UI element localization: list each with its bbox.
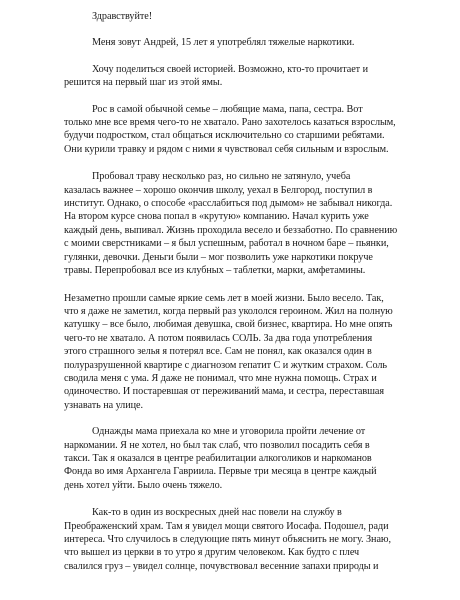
paragraph-line: травы. Перепробовал все из клубных – таблетки, марки, амфетамины. bbox=[64, 265, 366, 277]
paragraph-line: наркомании. Я не хотел, но был так слаб, что позволил посадить себя в bbox=[64, 439, 370, 451]
paragraph-2 bbox=[64, 63, 450, 90]
paragraph-6 bbox=[64, 425, 450, 492]
paragraph-line: институт. Однако, о способе «расслабиться под дымом» не забывал никогда. bbox=[64, 198, 393, 210]
paragraph-line: такси. Так я оказался в центре реабилитации алкоголиков и наркоманов bbox=[64, 452, 372, 464]
paragraph-line: Однажды мама приехала ко мне и уговорила пройти лечение от bbox=[92, 426, 366, 438]
greeting bbox=[64, 10, 450, 23]
paragraph-line: будучи подростком, стал общаться исключительно со старшими ребятами. bbox=[64, 130, 385, 142]
paragraph-line: с моими сверстниками – я был успешным, работал в ночном баре – пьянки, bbox=[64, 238, 389, 250]
paragraph-line: только мне все время чего-то не хватало. Рано захотелось казаться взрослым, bbox=[64, 117, 396, 129]
paragraph-4 bbox=[64, 170, 450, 277]
paragraph-line: каждый день, выпивал. Жизнь проходила весело и беззаботно. По сравнению bbox=[64, 224, 398, 236]
paragraph-line: Как-то в один из воскресных дней нас повели на службу в bbox=[92, 507, 342, 519]
paragraph-line: гулянки, девочки. Деньги были – мог позволить уже наркотики покруче bbox=[64, 251, 373, 263]
paragraph-line: узнавать на улице. bbox=[64, 399, 143, 411]
paragraph-line: казалась важнее – хорошо окончив школу, уехал в Белгород, поступил в bbox=[64, 184, 373, 196]
paragraph-line: чего-то не хватало. А потом появилась СОЛЬ. За два года употребления bbox=[64, 332, 373, 344]
paragraph-line: Пробовал траву несколько раз, но сильно не затянуло, учеба bbox=[92, 171, 351, 183]
paragraph-line: Незаметно прошли самые яркие семь лет в моей жизни. Было весело. Так, bbox=[64, 292, 384, 304]
paragraph-line: решится на первый шаг из этой ямы. bbox=[64, 77, 223, 89]
paragraph-line: сводила меня с ума. Я даже не понимал, что мне нужна помощь. Страх и bbox=[64, 372, 377, 384]
paragraph-line: Они курили травку и рядом с ними я чувствовал себя сильным и взрослым. bbox=[64, 143, 389, 155]
paragraph-line: свалился груз – увидел солнце, почувствовал весенние запахи природы и bbox=[64, 560, 379, 572]
paragraph-line: что я даже не заметил, когда первый раз укололся героином. Жил на полную bbox=[64, 305, 393, 317]
paragraph-1 bbox=[64, 36, 450, 49]
paragraph-3 bbox=[64, 103, 450, 157]
paragraph-line: Рос в самой обычной семье – любящие мама, папа, сестра. Вот bbox=[92, 103, 363, 115]
paragraph-line: одиночество. И постаревшая от переживаний мама, и сестра, переставшая bbox=[64, 386, 384, 398]
paragraph-line: полуразрушенной квартире с диагнозом гепатит С и жутким страхом. Соль bbox=[64, 359, 388, 371]
greeting-text: Здравствуйте! bbox=[92, 11, 153, 22]
paragraph-line: Преображенский храм. Там я увидел мощи святого Иосафа. Подошел, ради bbox=[64, 520, 389, 532]
paragraph-line: Меня зовут Андрей, 15 лет я употреблял тяжелые наркотики. bbox=[92, 37, 355, 49]
paragraph-line: На втором курсе снова попал в «крутую» компанию. Начал курить уже bbox=[64, 211, 369, 223]
paragraph-line: Хочу поделиться своей историей. Возможно, кто-то прочитает и bbox=[92, 63, 368, 75]
paragraph-line: что вышел из церкви в то утро я другим человеком. Как будто с плеч bbox=[64, 547, 360, 559]
paragraph-line: день хотел уйти. Было очень тяжело. bbox=[64, 479, 223, 491]
paragraph-line: этого страшного зелья я потерял все. Сам не понял, как оказался один в bbox=[64, 346, 372, 358]
paragraph-line: интереса. Что случилось в следующие пять минут объяснить не могу. Знаю, bbox=[64, 534, 391, 545]
paragraph-line: Фонда во имя Архангела Гавриила. Первые три месяца в центре каждый bbox=[64, 466, 377, 478]
paragraph-line: катушку – все было, любимая девушка, свой бизнес, квартира. Но мне опять bbox=[64, 319, 393, 331]
paragraph-7 bbox=[64, 506, 450, 573]
paragraph-5 bbox=[64, 292, 450, 413]
